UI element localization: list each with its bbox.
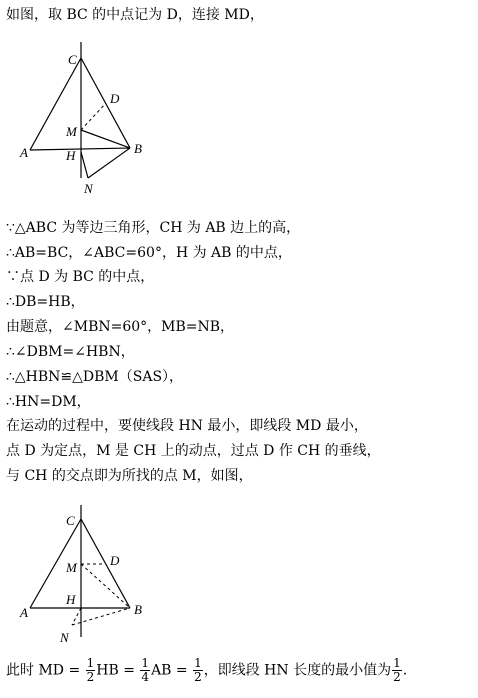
text-line-3: ∴AB=BC，∠ABC=60°，H 为 AB 的中点， [6,245,292,261]
text-line-2: ∵△ABC 为等边三角形，CH 为 AB 边上的高， [6,220,301,236]
fraction-2: $\frac{1}{4}$ [141,656,150,684]
text-line-1: 如图，取 BC 的中点记为 D，连接 MD， [6,7,264,23]
fig2-label-n: N [60,630,69,645]
fig1-label-n: N [84,181,93,196]
fig1-label-h: H [66,148,76,163]
final-mid-1: HB = [96,662,140,679]
text-line-4: ∵点 D 为 BC 的中点， [6,269,155,285]
final-mid-2: AB = [151,662,193,679]
fraction-3: $\frac{1}{2}$ [194,656,202,684]
text-line-6: 由题意，∠MBN=60°，MB=NB， [6,319,235,335]
final-mid-3: ，即线段 HN 长度的最小值为 [203,662,392,679]
fig1-label-a: A [20,145,28,160]
fig1-label-m: M [66,124,77,139]
fig2-label-c: C [66,513,75,528]
text-line-12: 与 CH 的交点即为所找的点 M，如图， [6,468,253,484]
figure-1 [0,30,200,205]
fig2-label-a: A [20,605,28,620]
final-prefix: 此时 MD = [6,662,85,679]
fig2-label-h: H [66,592,76,607]
text-line-5: ∴DB=HB， [6,294,85,310]
fraction-4: $\frac{1}{2}$ [393,656,401,684]
fig1-label-b: B [134,141,142,156]
text-line-10: 在运动的过程中，要使线段 HN 最小，即线段 MD 最小， [6,418,368,434]
fig2-label-m: M [66,560,77,575]
final-line [6,657,407,684]
text-line-11: 点 D 为定点，M 是 CH 上的动点，过点 D 作 CH 的垂线， [6,443,381,459]
fig1-label-d: D [110,91,120,106]
fraction-1: $\frac{1}{2}$ [86,656,95,684]
fig2-label-d: D [110,553,120,568]
text-line-7: ∴∠DBM=∠HBN， [6,344,135,360]
text-line-9: ∴HN=DM， [6,394,91,410]
text-line-8: ∴△HBN≌△DBM（SAS）， [6,369,184,385]
figure-2 [0,505,200,653]
fig2-label-b: B [134,602,142,617]
final-suffix: . [402,662,408,679]
fig1-label-c: C [68,52,77,67]
